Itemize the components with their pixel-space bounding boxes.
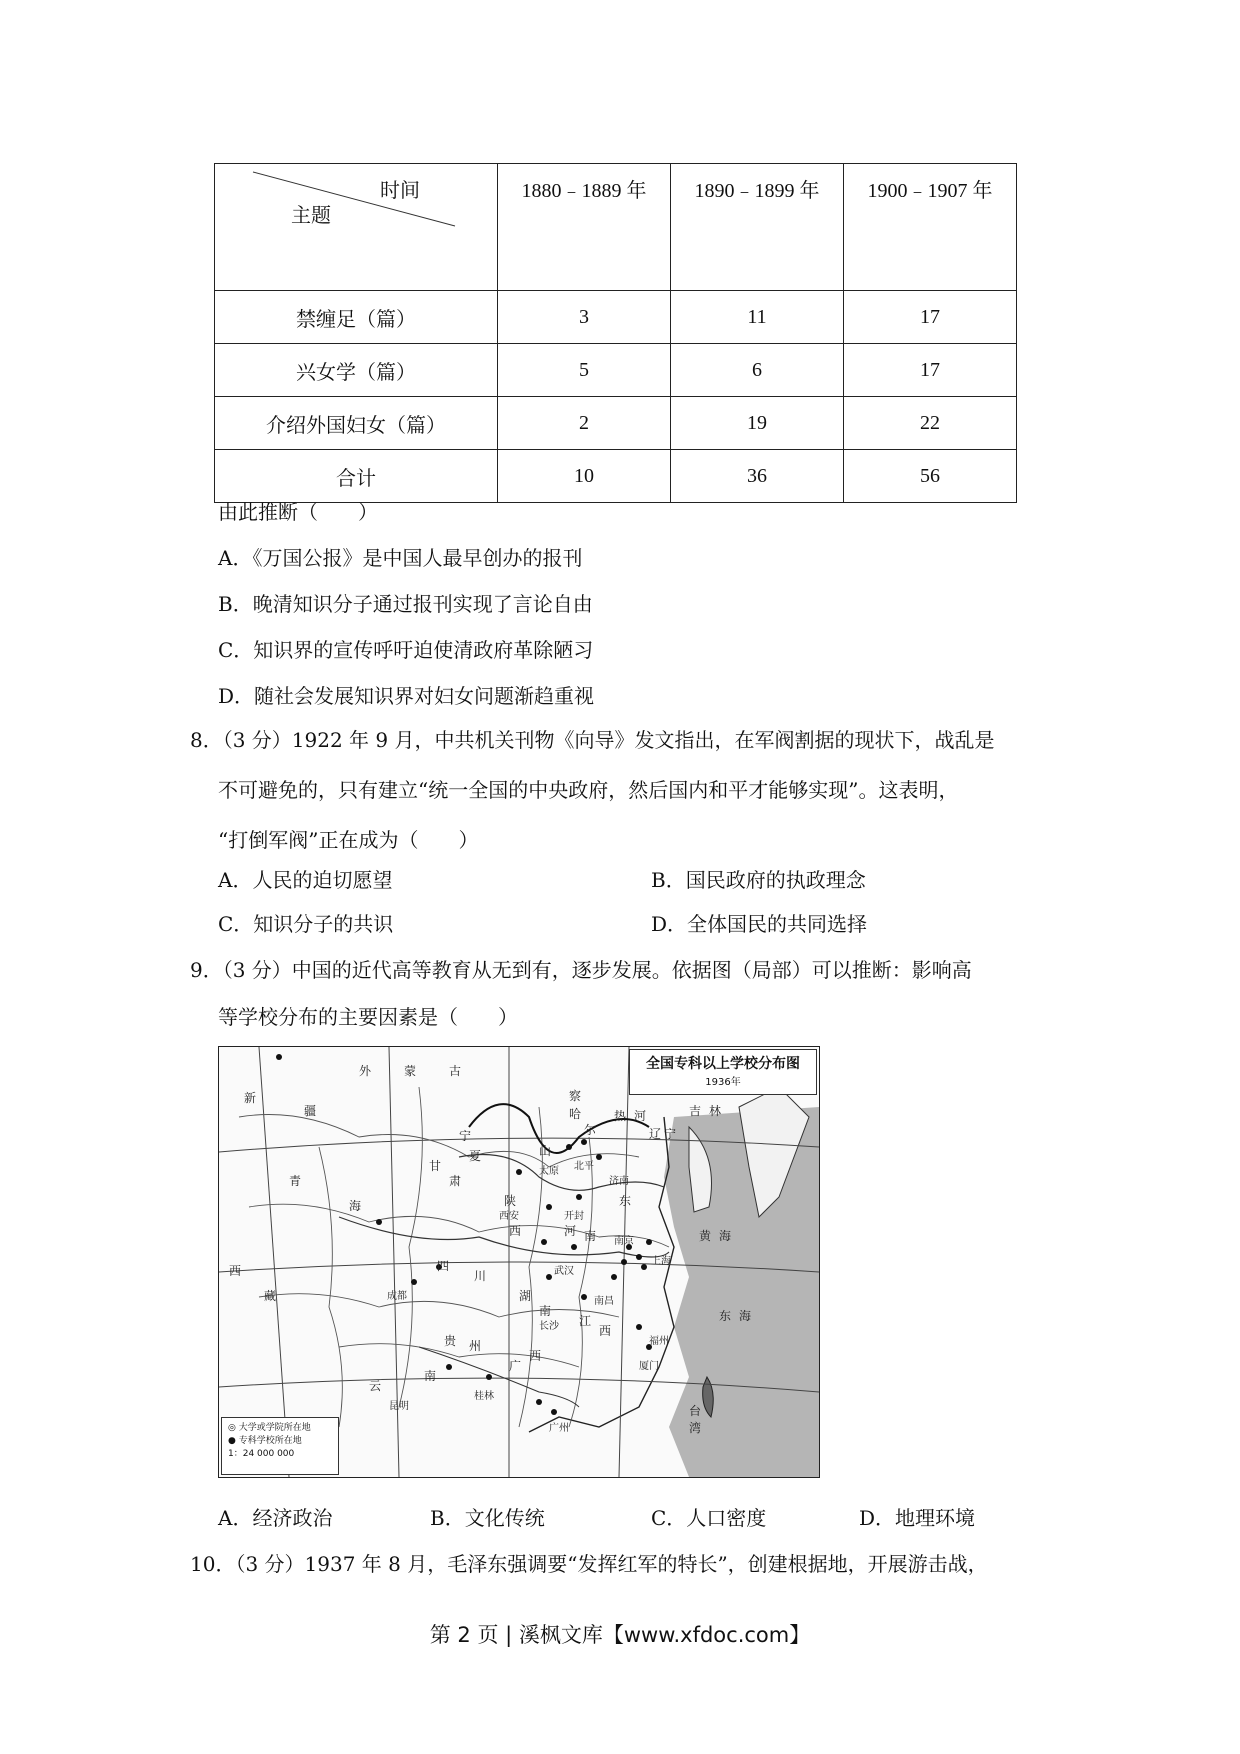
q9-option-c: C．人口密度 (651, 1506, 767, 1530)
cell-value: 5 (498, 344, 671, 397)
map-label: 陕 (504, 1194, 517, 1208)
q7-option-d: D．随社会发展知识界对妇女问题渐趋重视 (218, 684, 595, 708)
school-distribution-map (218, 1046, 820, 1478)
map-label: 甘 (429, 1159, 442, 1173)
q8-line3: “打倒军阀”正在成为（ ） (218, 828, 479, 852)
map-label: 古 (449, 1064, 462, 1078)
map-label: 湖 (519, 1289, 532, 1303)
cell-value: 6 (671, 344, 844, 397)
map-title-box (629, 1049, 817, 1095)
map-city: 开封 (564, 1211, 584, 1222)
map-city: 福州 (649, 1336, 669, 1347)
map-city: 南昌 (594, 1296, 614, 1307)
cell-value: 36 (671, 450, 844, 503)
map-label: 青 (289, 1174, 302, 1188)
table-row (215, 397, 1017, 450)
map-label: 辽 (649, 1127, 662, 1141)
header-topic: 主题 (291, 205, 331, 227)
cell-value: 2 (498, 397, 671, 450)
map-label: 海 (349, 1199, 362, 1213)
map-label: 疆 (304, 1104, 317, 1118)
q9-option-d: D．地理环境 (859, 1506, 976, 1530)
page-footer: 第 2 页 | 溪枫文库【www.xfdoc.com】 (429, 1623, 811, 1647)
map-label: 川 (474, 1269, 487, 1283)
q8-option-a: A．人民的迫切愿望 (218, 868, 393, 892)
cell-value: 3 (498, 291, 671, 344)
cell-value: 22 (844, 397, 1017, 450)
map-city: 上海 (651, 1256, 671, 1267)
map-city: 西安 (499, 1211, 519, 1222)
header-col3: 1900﹣1907 年 (844, 164, 1017, 291)
q9-line2: 等学校分布的主要因素是（ ） (218, 1005, 518, 1029)
q7-option-c: C．知识界的宣传呼吁迫使清政府革除陋习 (218, 638, 594, 662)
map-label: 江 (579, 1314, 592, 1328)
map-label: 吉 (689, 1104, 702, 1118)
q8-option-d: D．全体国民的共同选择 (651, 912, 868, 936)
q7-option-b: B．晚清知识分子通过报刊实现了言论自由 (218, 592, 593, 616)
map-label: 藏 (264, 1289, 277, 1303)
map-label: 新 (244, 1091, 257, 1105)
q9-option-b: B．文化传统 (430, 1506, 545, 1530)
map-label: 海 (739, 1309, 752, 1323)
map-city: 武汉 (554, 1266, 574, 1277)
map-label: 南 (424, 1369, 437, 1383)
q8-option-b: B．国民政府的执政理念 (651, 868, 866, 892)
q8-line1: 8．（3 分）1922 年 9 月，中共机关刊物《向导》发文指出，在军阀割据的现状下，战乱是 (190, 728, 995, 752)
map-label: 西 (599, 1324, 612, 1338)
q10-line1: 10．（3 分）1937 年 8 月，毛泽东强调要“发挥红军的特长”，创建根据地，开展游击战， (190, 1552, 988, 1576)
cell-value: 11 (671, 291, 844, 344)
q8-line2: 不可避免的，只有建立“统一全国的中央政府，然后国内和平才能够实现”。这表明， (218, 778, 959, 802)
map-year: 1936年 (705, 1077, 741, 1088)
map-title: 全国专科以上学校分布图 (646, 1056, 800, 1072)
header-col2: 1890﹣1899 年 (671, 164, 844, 291)
map-label: 黄 (699, 1229, 712, 1243)
map-city: 北平 (574, 1161, 594, 1172)
q7-stem: 由此推断（ ） (218, 500, 378, 524)
table-row (215, 344, 1017, 397)
q7-option-a: A．《万国公报》是中国人最早创办的报刊 (218, 546, 583, 570)
diagonal-header-cell (215, 164, 498, 291)
map-label: 夏 (469, 1149, 482, 1163)
row-label: 兴女学（篇） (215, 344, 498, 397)
map-label: 外 (359, 1064, 372, 1078)
map-legend (221, 1417, 339, 1475)
map-city: 济南 (609, 1176, 629, 1187)
table-row (215, 291, 1017, 344)
map-label: 山 (539, 1144, 552, 1158)
q9-line1: 9．（3 分）中国的近代高等教育从无到有，逐步发展。依据图（局部）可以推断：影响高 (190, 958, 972, 982)
legend-university: ◎ 大学或学院所在地 (228, 1423, 311, 1433)
diagonal-line (215, 164, 497, 280)
table-row (215, 450, 1017, 503)
map-label: 州 (469, 1339, 482, 1353)
header-col1: 1880﹣1889 年 (498, 164, 671, 291)
map-label: 东 (619, 1194, 632, 1208)
map-city: 南京 (614, 1236, 634, 1247)
map-city: 桂林 (474, 1391, 494, 1402)
map-label: 林 (709, 1104, 722, 1118)
map-label: 南 (539, 1304, 552, 1318)
map-label: 河 (564, 1224, 577, 1238)
statistics-table (214, 163, 1017, 503)
map-label: 四 (437, 1259, 450, 1273)
row-label: 禁缠足（篇） (215, 291, 498, 344)
map-label: 哈 (569, 1107, 582, 1121)
q8-option-c: C．知识分子的共识 (218, 912, 394, 936)
map-label: 台 (689, 1404, 702, 1418)
map-label: 海 (719, 1229, 732, 1243)
map-label: 西 (229, 1264, 242, 1278)
map-city: 广州 (549, 1423, 569, 1434)
cell-value: 17 (844, 291, 1017, 344)
map-label: 察 (569, 1089, 582, 1103)
legend-college: ● 专科学校所在地 (228, 1436, 302, 1446)
map-label: 热 (614, 1109, 627, 1123)
legend-scale: 1：24 000 000 (228, 1449, 295, 1459)
map-label: 尔 (584, 1123, 597, 1137)
map-city: 成都 (387, 1291, 407, 1302)
cell-value: 10 (498, 450, 671, 503)
cell-value: 19 (671, 397, 844, 450)
map-label: 蒙 (404, 1064, 417, 1078)
map-label: 东 (719, 1309, 732, 1323)
map-city: 昆明 (389, 1401, 409, 1412)
map-city: 太原 (539, 1166, 559, 1177)
row-label: 合计 (215, 450, 498, 503)
cell-value: 56 (844, 450, 1017, 503)
cell-value: 17 (844, 344, 1017, 397)
map-label: 西 (529, 1349, 542, 1363)
map-city: 厦门 (639, 1361, 659, 1372)
header-time: 时间 (380, 180, 420, 202)
row-label: 介绍外国妇女（篇） (215, 397, 498, 450)
map-city: 长沙 (539, 1321, 559, 1332)
map-label: 南 (584, 1229, 597, 1243)
map-label: 广 (509, 1359, 522, 1373)
map-label: 宁 (459, 1129, 472, 1143)
map-label: 贵 (444, 1334, 457, 1348)
map-label: 宁 (664, 1127, 677, 1141)
map-label: 河 (634, 1109, 647, 1123)
map-label: 肃 (449, 1174, 462, 1188)
map-label: 云 (369, 1379, 382, 1393)
q9-option-a: A．经济政治 (218, 1506, 333, 1530)
map-label: 湾 (689, 1421, 702, 1435)
map-label: 西 (509, 1224, 522, 1238)
table-header-row (215, 164, 1017, 291)
